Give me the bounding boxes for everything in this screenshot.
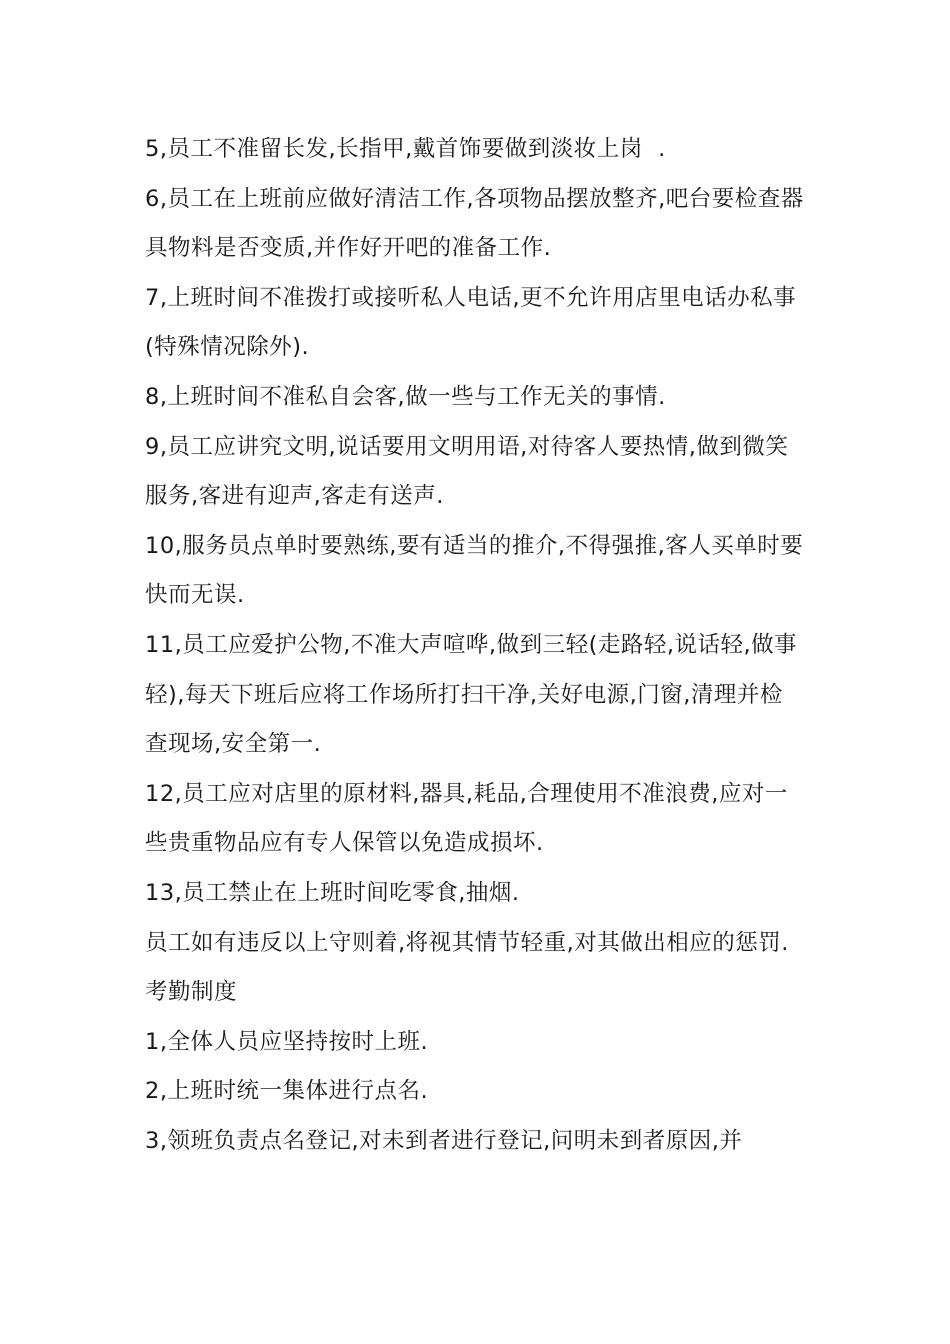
- paragraph-rule-8: 8,上班时间不准私自会客,做一些与工作无关的事情.: [145, 383, 666, 410]
- paragraph-rule-13: 13,员工禁止在上班时间吃零食,抽烟.: [145, 879, 520, 906]
- paragraph-penalty-note: 员工如有违反以上守则着,将视其情节轻重,对其做出相应的惩罚.: [145, 929, 789, 956]
- paragraph-rule-5: 5,员工不准留长发,长指甲,戴首饰要做到淡妆上岗 .: [145, 136, 666, 162]
- paragraph-rule-12: 12,员工应对店里的原材料,器具,耗品,合理使用不准浪费,应对一些贵重物品应有专人保管以免造成损坏.: [145, 780, 788, 857]
- section-heading-attendance: 考勤制度: [145, 979, 238, 1006]
- paragraph-rule-10: 10,服务员点单时要熟练,要有适当的推介,不得强推,客人买单时要快而无误.: [145, 532, 804, 609]
- paragraph-rule-7: 7,上班时间不准拨打或接听私人电话,更不允许用店里电话办私事(特殊情况除外).: [145, 284, 797, 361]
- paragraph-attendance-2: 2,上班时统一集体进行点名.: [145, 1078, 429, 1105]
- paragraph-rule-9: 9,员工应讲究文明,说话要用文明用语,对待客人要热情,做到微笑服务,客进有迎声,客走有送声.: [145, 433, 789, 510]
- paragraph-rule-11: 11,员工应爱护公物,不准大声喧哗,做到三轻(走路轻,说话轻,做事轻),每天下班后应将工作场所打扫干净,关好电源,门窗,清理并检查现场,安全第一.: [145, 631, 798, 758]
- paragraph-rule-6: 6,员工在上班前应做好清洁工作,各项物品摆放整齐,吧台要检查器具物料是否变质,并作好开吧的准备工作.: [145, 185, 804, 262]
- paragraph-attendance-1: 1,全体人员应坚持按时上班.: [145, 1028, 429, 1055]
- paragraph-attendance-3: 3,领班负责点名登记,对未到者进行登记,问明未到者原因,并: [145, 1127, 743, 1154]
- document-body: [145, 125, 805, 1166]
